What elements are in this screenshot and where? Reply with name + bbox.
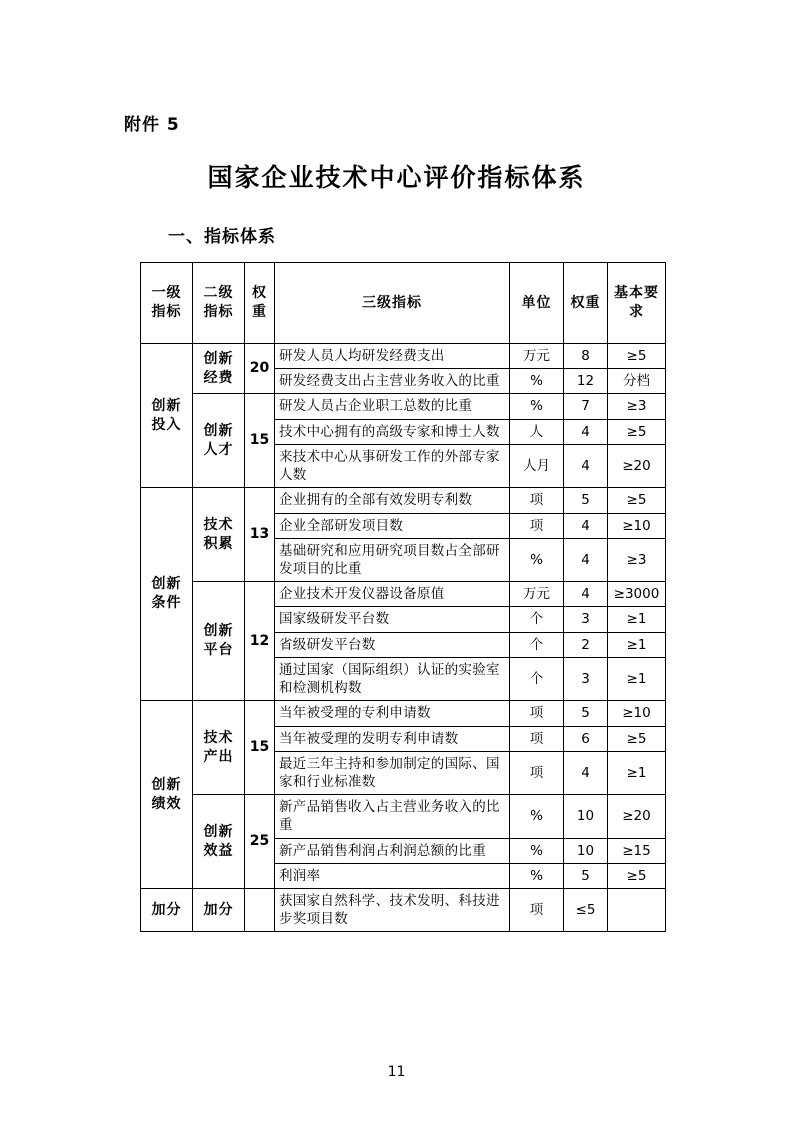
- cell-level3: 国家级研发平台数: [275, 607, 510, 632]
- table-row: [141, 701, 666, 726]
- cell-group-weight: [245, 889, 275, 932]
- cell-group-weight: 25: [245, 795, 275, 889]
- header-level1: 一级指标: [141, 263, 193, 344]
- cell-level2: 技术积累: [193, 488, 245, 582]
- cell-unit: 项: [510, 701, 564, 726]
- cell-requirement: ≥5: [608, 863, 666, 888]
- cell-level2: 技术产出: [193, 701, 245, 795]
- cell-requirement: ≥1: [608, 607, 666, 632]
- cell-weight: 4: [564, 538, 608, 581]
- page-number: 11: [387, 1064, 406, 1080]
- table-row: [141, 488, 666, 513]
- table-row: [141, 582, 666, 607]
- cell-requirement: ≥10: [608, 513, 666, 538]
- cell-level3: 当年被受理的发明专利申请数: [275, 726, 510, 751]
- cell-level3: 新产品销售利润占利润总额的比重: [275, 838, 510, 863]
- cell-weight: 6: [564, 726, 608, 751]
- cell-level2: 创新平台: [193, 582, 245, 701]
- table-header-row: [141, 263, 666, 344]
- cell-unit: %: [510, 394, 564, 419]
- cell-unit: 项: [510, 513, 564, 538]
- cell-unit: 项: [510, 751, 564, 794]
- header-unit: 单位: [510, 263, 564, 344]
- cell-requirement: ≥5: [608, 419, 666, 444]
- attachment-label: 附件 5: [124, 115, 180, 135]
- cell-requirement: ≥5: [608, 726, 666, 751]
- cell-requirement: [608, 889, 666, 932]
- header-weight2: 权重: [564, 263, 608, 344]
- cell-requirement: ≥3: [608, 538, 666, 581]
- cell-weight: ≤5: [564, 889, 608, 932]
- cell-weight: 3: [564, 657, 608, 700]
- cell-level3: 企业拥有的全部有效发明专利数: [275, 488, 510, 513]
- cell-requirement: ≥5: [608, 344, 666, 369]
- cell-unit: %: [510, 838, 564, 863]
- cell-level3: 获国家自然科学、技术发明、科技进步奖项目数: [275, 889, 510, 932]
- cell-requirement: ≥15: [608, 838, 666, 863]
- cell-requirement: 分档: [608, 369, 666, 394]
- cell-unit: %: [510, 538, 564, 581]
- cell-unit: 万元: [510, 344, 564, 369]
- cell-level2: 加分: [193, 889, 245, 932]
- cell-weight: 4: [564, 419, 608, 444]
- cell-group-weight: 13: [245, 488, 275, 582]
- table-row: [141, 889, 666, 932]
- cell-level3: 当年被受理的专利申请数: [275, 701, 510, 726]
- cell-level3: 企业技术开发仪器设备原值: [275, 582, 510, 607]
- cell-level1: 创新条件: [141, 488, 193, 701]
- cell-unit: 个: [510, 632, 564, 657]
- cell-weight: 8: [564, 344, 608, 369]
- cell-level2: 创新经费: [193, 344, 245, 394]
- page-title: 国家企业技术中心评价指标体系: [207, 163, 586, 192]
- cell-level3: 技术中心拥有的高级专家和博士人数: [275, 419, 510, 444]
- cell-weight: 10: [564, 795, 608, 838]
- cell-weight: 5: [564, 863, 608, 888]
- cell-requirement: ≥20: [608, 795, 666, 838]
- cell-requirement: ≥1: [608, 632, 666, 657]
- cell-weight: 5: [564, 701, 608, 726]
- cell-weight: 4: [564, 513, 608, 538]
- cell-level3: 利润率: [275, 863, 510, 888]
- cell-unit: 人月: [510, 444, 564, 487]
- cell-unit: 项: [510, 726, 564, 751]
- cell-weight: 10: [564, 838, 608, 863]
- cell-requirement: ≥3000: [608, 582, 666, 607]
- cell-level1: 创新绩效: [141, 701, 193, 889]
- cell-requirement: ≥1: [608, 751, 666, 794]
- cell-group-weight: 15: [245, 394, 275, 488]
- cell-weight: 2: [564, 632, 608, 657]
- indicator-table: [140, 262, 666, 932]
- cell-level3: 研发人员占企业职工总数的比重: [275, 394, 510, 419]
- cell-requirement: ≥5: [608, 488, 666, 513]
- cell-unit: 项: [510, 488, 564, 513]
- cell-weight: 4: [564, 751, 608, 794]
- cell-unit: 个: [510, 607, 564, 632]
- cell-level3: 来技术中心从事研发工作的外部专家人数: [275, 444, 510, 487]
- cell-requirement: ≥1: [608, 657, 666, 700]
- table-row: [141, 344, 666, 369]
- cell-weight: 5: [564, 488, 608, 513]
- cell-unit: 万元: [510, 582, 564, 607]
- cell-requirement: ≥10: [608, 701, 666, 726]
- cell-level3: 企业全部研发项目数: [275, 513, 510, 538]
- cell-level2: 创新效益: [193, 795, 245, 889]
- table-row: [141, 394, 666, 419]
- cell-requirement: ≥20: [608, 444, 666, 487]
- cell-level1: 加分: [141, 889, 193, 932]
- cell-unit: %: [510, 863, 564, 888]
- cell-level3: 最近三年主持和参加制定的国际、国家和行业标准数: [275, 751, 510, 794]
- cell-weight: 7: [564, 394, 608, 419]
- header-level2: 二级指标: [193, 263, 245, 344]
- cell-unit: 人: [510, 419, 564, 444]
- cell-group-weight: 15: [245, 701, 275, 795]
- cell-unit: 个: [510, 657, 564, 700]
- header-requirement: 基本要求: [608, 263, 666, 344]
- cell-level3: 省级研发平台数: [275, 632, 510, 657]
- cell-weight: 4: [564, 582, 608, 607]
- indicator-table-wrapper: [140, 262, 665, 932]
- cell-unit: %: [510, 795, 564, 838]
- cell-unit: 项: [510, 889, 564, 932]
- header-weight1: 权重: [245, 263, 275, 344]
- cell-level3: 研发经费支出占主营业务收入的比重: [275, 369, 510, 394]
- cell-level2: 创新人才: [193, 394, 245, 488]
- cell-level3: 基础研究和应用研究项目数占全部研发项目的比重: [275, 538, 510, 581]
- header-level3: 三级指标: [275, 263, 510, 344]
- cell-level3: 研发人员人均研发经费支出: [275, 344, 510, 369]
- cell-level3: 通过国家（国际组织）认证的实验室和检测机构数: [275, 657, 510, 700]
- cell-level3: 新产品销售收入占主营业务收入的比重: [275, 795, 510, 838]
- cell-weight: 12: [564, 369, 608, 394]
- cell-weight: 4: [564, 444, 608, 487]
- cell-requirement: ≥3: [608, 394, 666, 419]
- cell-group-weight: 12: [245, 582, 275, 701]
- cell-group-weight: 20: [245, 344, 275, 394]
- cell-unit: %: [510, 369, 564, 394]
- cell-level1: 创新投入: [141, 344, 193, 488]
- table-row: [141, 795, 666, 838]
- section-heading: 一、指标体系: [168, 227, 276, 247]
- cell-weight: 3: [564, 607, 608, 632]
